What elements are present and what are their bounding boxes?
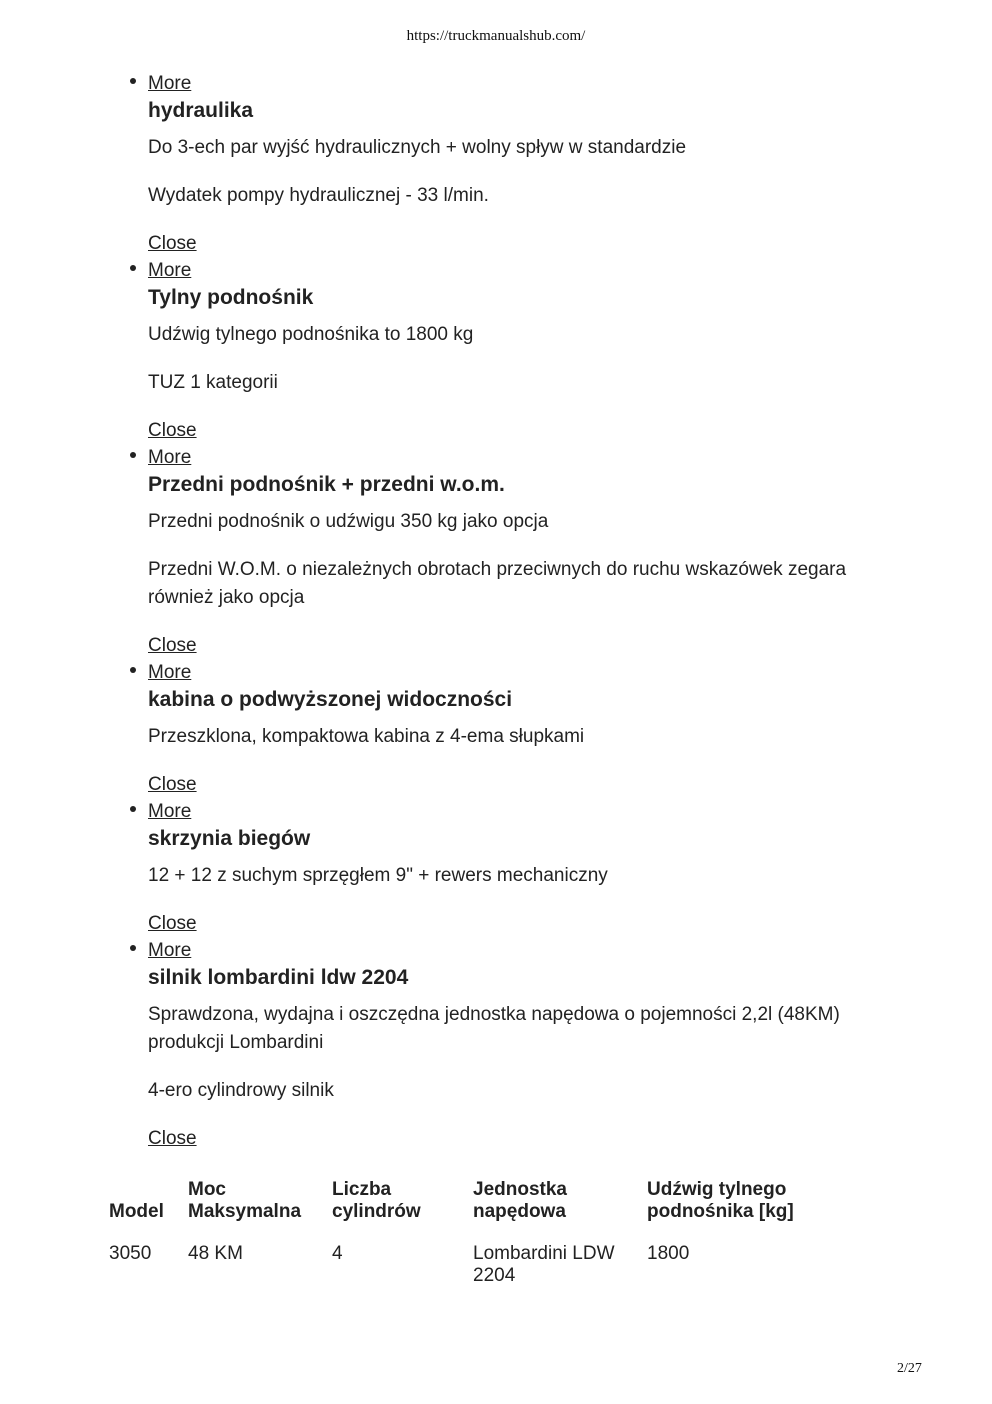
feature-item-silnik <box>148 937 908 1152</box>
feature-item-kabina <box>148 659 908 798</box>
close-link[interactable]: Close <box>148 233 197 254</box>
column-header-rear-lift: Udźwig tylnego podnośnika [kg] <box>647 1179 794 1222</box>
bullet-icon <box>130 452 136 458</box>
bullet-icon <box>130 78 136 84</box>
feature-text: Przedni W.O.M. o niezależnych obrotach przeciwnych do ruchu wskazówek zegara również jako opcja <box>148 559 847 608</box>
feature-text: 4-ero cylindrowy silnik <box>148 1080 334 1101</box>
more-link[interactable]: More <box>148 940 192 961</box>
feature-text: Udźwig tylnego podnośnika to 1800 kg <box>148 324 474 345</box>
feature-text: Wydatek pompy hydraulicznej - 33 l/min. <box>148 185 489 206</box>
table-row <box>100 1235 836 1291</box>
table-header-row <box>100 1175 836 1235</box>
table-cell-model: 3050 <box>109 1243 152 1264</box>
more-link[interactable]: More <box>148 73 192 94</box>
feature-title: hydraulika <box>148 99 254 122</box>
table-cell-engine: Lombardini LDW 2204 <box>473 1243 615 1286</box>
feature-title: Przedni podnośnik + przedni w.o.m. <box>148 473 505 496</box>
more-link[interactable]: More <box>148 260 192 281</box>
page-number: 2/27 <box>897 1361 922 1376</box>
column-header-engine: Jednostka napędowa <box>473 1179 567 1222</box>
feature-text: Przeszklona, kompaktowa kabina z 4-ema słupkami <box>148 726 585 747</box>
feature-item-tylny-podnosnik <box>148 257 908 444</box>
feature-item-przedni-podnosnik <box>148 444 908 659</box>
feature-title: skrzynia biegów <box>148 827 311 850</box>
more-link[interactable]: More <box>148 662 192 683</box>
feature-item-hydraulika <box>148 70 908 257</box>
close-link[interactable]: Close <box>148 774 197 795</box>
feature-text: TUZ 1 kategorii <box>148 372 278 393</box>
feature-text: Do 3-ech par wyjść hydraulicznych + wolny spływ w standardzie <box>148 137 687 158</box>
close-link[interactable]: Close <box>148 635 197 656</box>
feature-list <box>148 70 908 1152</box>
column-header-model: Model <box>109 1201 164 1222</box>
more-link[interactable]: More <box>148 447 192 468</box>
table-cell-cylinders: 4 <box>332 1243 343 1264</box>
bullet-icon <box>130 806 136 812</box>
feature-title: Tylny podnośnik <box>148 286 314 309</box>
more-link[interactable]: More <box>148 801 192 822</box>
feature-text: Przedni podnośnik o udźwigu 350 kg jako opcja <box>148 511 549 532</box>
bullet-icon <box>130 265 136 271</box>
page-header-url: https://truckmanualshub.com/ <box>406 28 586 44</box>
feature-text: Sprawdzona, wydajna i oszczędna jednostka napędowa o pojemności 2,2l (48KM) produkcji Lombardini <box>148 1004 840 1053</box>
bullet-icon <box>130 667 136 673</box>
feature-text: 12 + 12 z suchym sprzęgłem 9" + rewers mechaniczny <box>148 865 608 886</box>
close-link[interactable]: Close <box>148 913 197 934</box>
column-header-power: Moc Maksymalna <box>188 1179 302 1222</box>
close-link[interactable]: Close <box>148 420 197 441</box>
table-cell-power: 48 KM <box>188 1243 243 1264</box>
feature-title: kabina o podwyższonej widoczności <box>148 688 513 711</box>
table-cell-rear-lift: 1800 <box>647 1243 690 1264</box>
feature-title: silnik lombardini ldw 2204 <box>148 966 409 989</box>
feature-item-skrzynia-biegow <box>148 798 908 937</box>
column-header-cylinders: Liczba cylindrów <box>332 1179 421 1222</box>
bullet-icon <box>130 945 136 951</box>
close-link[interactable]: Close <box>148 1128 197 1149</box>
specs-table <box>100 1175 836 1291</box>
